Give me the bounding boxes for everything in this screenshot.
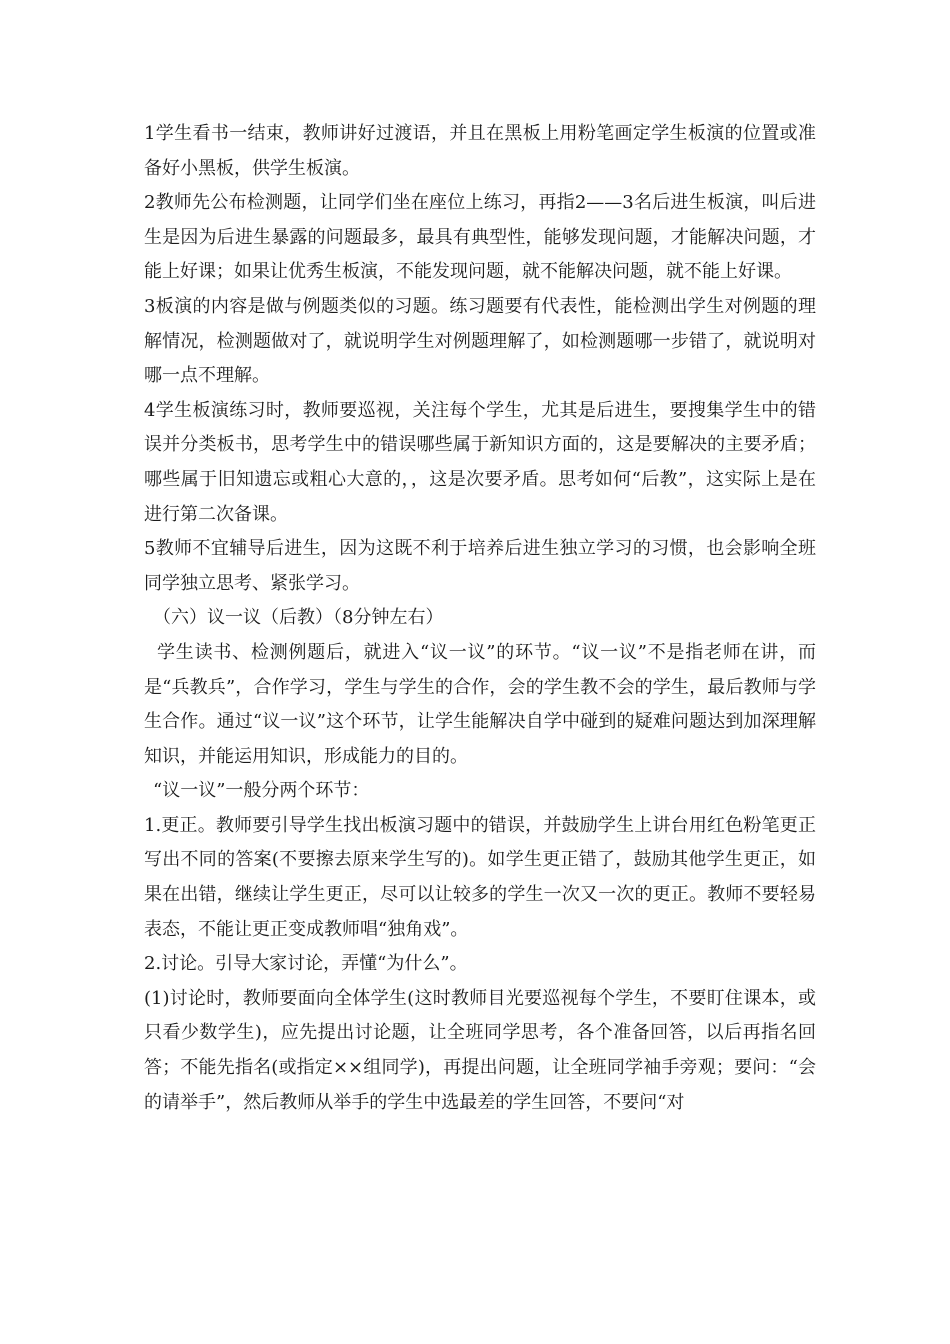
paragraph-discussion-intro: 学生读书、检测例题后，就进入“议一议”的环节。“议一议”不是指老师在讲，而是“兵教兵”，合作学习，学生与学生的合作，会的学生教不会的学生，最后教师与学生合作。通过“议一议”这个环节，让学生能解决自学中碰到的疑难问题达到加深理解知识，并能运用知识，形成能力的目的。 xyxy=(144,641,816,767)
paragraph-step-5: 5教师不宜辅导后进生，因为这既不利于培养后进生独立学习的习惯，也会影响全班同学独立思考、紧张学习。 xyxy=(144,538,816,594)
paragraph-step-4: 4学生板演练习时，教师要巡视，关注每个学生，尤其是后进生，要搜集学生中的错误并分类板书，思考学生中的错误哪些属于新知识方面的，这是要解决的主要矛盾；哪些属于旧知遗忘或粗心大意的，，这是次要矛盾。思考如何“后教”，这实际上是在进行第二次备课。 xyxy=(144,399,816,525)
section-heading-6: （六）议一议（后教）（8分钟左右） xyxy=(153,607,444,629)
paragraph-two-steps: “议一议”一般分两个环节： xyxy=(153,780,370,802)
paragraph-discussion: 2.讨论。引导大家讨论，弄懂“为什么”。 xyxy=(144,953,468,975)
document-body xyxy=(144,117,816,1120)
paragraph-step-1: 1学生看书一结束，教师讲好过渡语，并且在黑板上用粉笔画定学生板演的位置或准备好小黑板，供学生板演。 xyxy=(144,123,816,179)
paragraph-step-3: 3板演的内容是做与例题类似的习题。练习题要有代表性，能检测出学生对例题的理解情况，检测题做对了，就说明学生对例题理解了，如检测题哪一步错了，就说明对哪一点不理解。 xyxy=(144,295,816,387)
paragraph-correction: 1.更正。教师要引导学生找出板演习题中的错误，并鼓励学生上讲台用红色粉笔更正写出不同的答案(不要擦去原来学生写的)。如学生更正错了，鼓励其他学生更正，如果在出错，继续让学生更正，尽可以让较多的学生一次又一次的更正。教师不要轻易表态，不能让更正变成教师唱“独角戏”。 xyxy=(144,814,816,940)
paragraph-discussion-detail-1: (1)讨论时，教师要面向全体学生(这时教师目光要巡视每个学生，不要盯住课本，或只看少数学生)，应先提出讨论题，让全班同学思考，各个准备回答，以后再指名回答；不能先指名(或指定××组同学)，再提出问题，让全班同学袖手旁观；要问：“会的请举手”，然后教师从举手的学生中选最差的学生回答，不要问“对 xyxy=(144,987,816,1113)
paragraph-step-2: 2教师先公布检测题，让同学们坐在座位上练习，再指2——3名后进生板演，叫后进生是因为后进生暴露的问题最多，最具有典型性，能够发现问题，才能解决问题，才能上好课；如果让优秀生板演，不能发现问题，就不能解决问题，就不能上好课。 xyxy=(144,192,816,283)
